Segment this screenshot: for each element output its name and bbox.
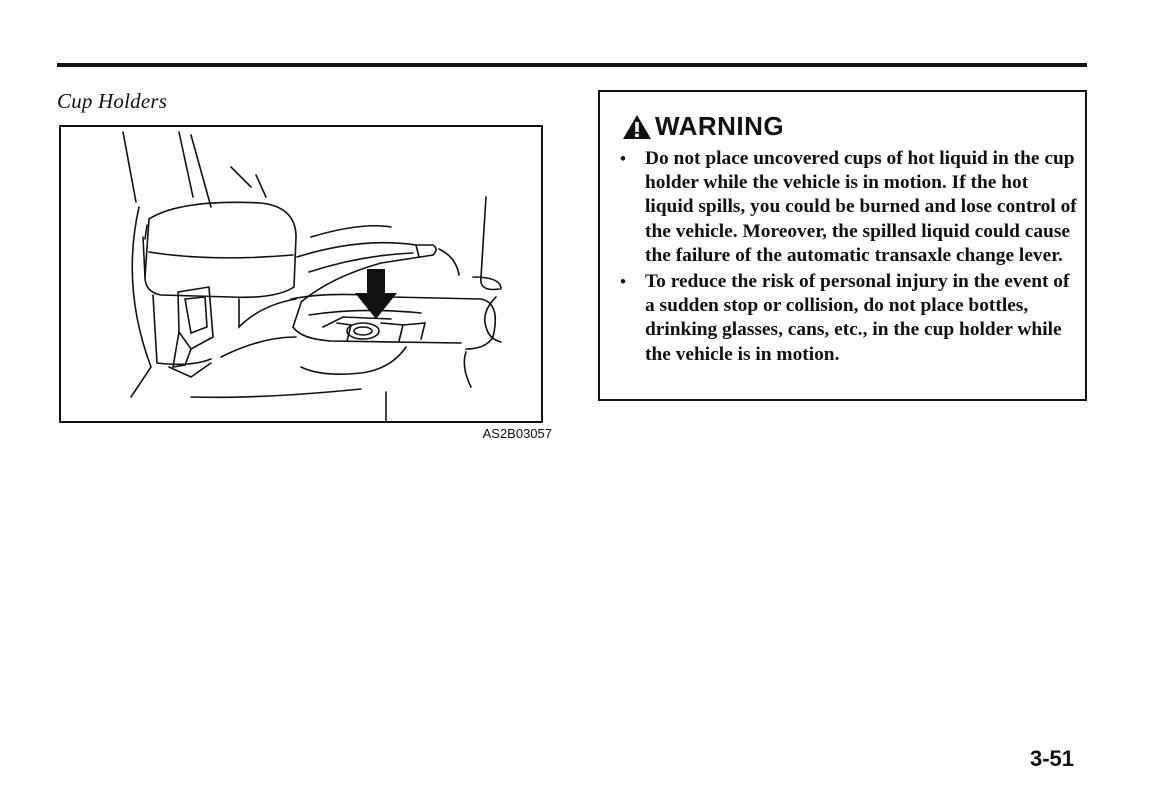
page-number: 3-51	[1030, 746, 1075, 771]
warning-list	[617, 147, 1077, 369]
warning-title: WARNING	[655, 111, 785, 141]
bullet-icon: •	[620, 272, 626, 292]
bullet-icon: •	[620, 149, 626, 168]
console-illustration	[61, 127, 541, 421]
warning-item	[617, 147, 1077, 268]
section-title: Cup Holders	[57, 89, 168, 113]
cup-holder-figure	[59, 125, 543, 423]
warning-header	[622, 111, 784, 142]
warning-box	[598, 90, 1087, 401]
warning-item-text: To reduce the risk of personal injury in the event of a sudden stop or collision, do not place bottles, drinking glasses, cans, etc., in the cup holder while the vehicle is in motion.	[645, 271, 1070, 365]
warning-item-text: Do not place uncovered cups of hot liquid in the cup holder while the vehicle is in motion. If the hot liquid spills, you could be burned and lose control of the vehicle. Moreover, the spilled liquid could cause the failure of the automatic transaxle change lever.	[645, 148, 1077, 266]
header-rule	[57, 63, 1087, 67]
warning-item	[617, 270, 1077, 367]
figure-code: AS2B03057	[482, 426, 552, 441]
warning-triangle-icon	[622, 114, 652, 140]
